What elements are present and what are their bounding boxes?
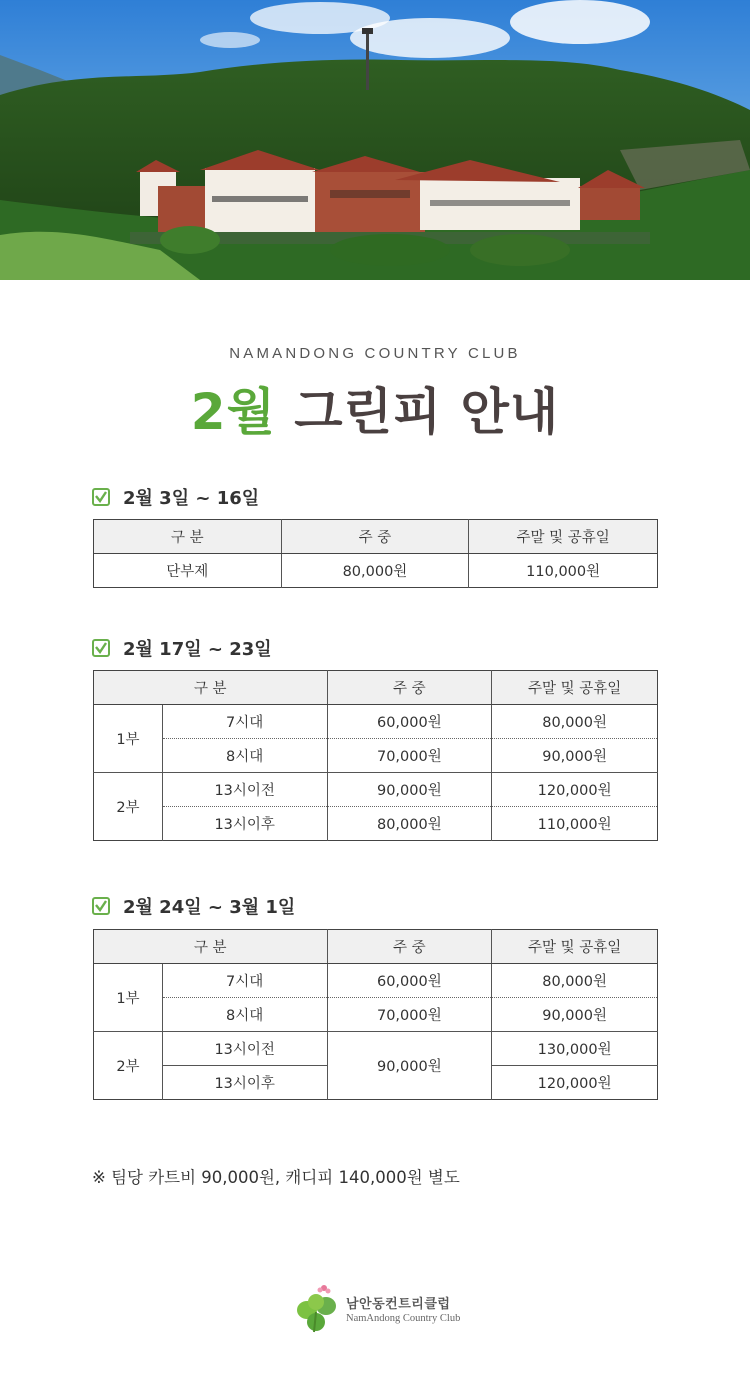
cell-part: 1부 [94,705,163,773]
section-period: 2월 24일 ~ 3월 1일 [123,897,296,918]
logo-name-english: NamAndong Country Club [346,1312,461,1324]
col-header-weekend: 주말 및 공휴일 [492,671,658,705]
cell-time: 13시이후 [162,807,327,841]
col-header-weekday: 주 중 [281,520,469,554]
hero-photo [0,0,750,280]
cell-time: 7시대 [162,705,327,739]
fee-table-3 [93,929,658,1100]
col-header-weekend: 주말 및 공휴일 [469,520,658,554]
section-heading-2 [92,637,272,659]
title-month: 2월 [190,383,276,441]
col-header-category: 구 분 [94,520,282,554]
cell-weekday-fee: 90,000원 [327,1032,492,1100]
cell-time: 8시대 [162,739,327,773]
fee-table-1 [93,519,658,588]
cell-weekend-fee: 120,000원 [492,773,658,807]
cell-weekday-fee: 80,000원 [327,807,492,841]
table-row [94,773,658,807]
logo-name-korean: 남안동컨트리클럽 [346,1296,451,1312]
cell-weekday-fee: 70,000원 [327,739,492,773]
check-icon [92,488,110,506]
table-row [94,705,658,739]
cell-time: 13시이후 [162,1066,327,1100]
cell-weekend-fee: 80,000원 [492,964,658,998]
cell-weekend-fee: 80,000원 [492,705,658,739]
fee-note: ※ 팀당 카트비 90,000원, 캐디피 140,000원 별도 [92,1168,460,1187]
col-header-weekend: 주말 및 공휴일 [492,930,658,964]
cell-category: 단부제 [166,564,209,580]
cell-weekend-fee: 110,000원 [469,554,658,588]
fee-table-2 [93,670,658,841]
table-row [94,964,658,998]
table-row [94,1032,658,1066]
table-header-row [94,671,658,705]
cell-weekend-fee: 110,000원 [492,807,658,841]
section-period: 2월 3일 ~ 16일 [123,488,260,509]
cell-part: 2부 [116,1059,140,1075]
cell-weekday-fee: 80,000원 [281,554,469,588]
cell-weekday-fee: 60,000원 [327,964,492,998]
cell-time: 8시대 [162,998,327,1032]
col-header-category: 구 분 [94,930,328,964]
section-heading-1 [92,486,259,508]
cell-time: 13시이전 [162,773,327,807]
cell-weekend-fee: 120,000원 [492,1066,658,1100]
table-row [94,998,658,1032]
col-header-category: 구 분 [94,671,328,705]
cell-weekend-fee: 130,000원 [492,1032,658,1066]
cell-time: 7시대 [162,964,327,998]
cell-time: 13시이전 [162,1032,327,1066]
section-period: 2월 17일 ~ 23일 [123,639,272,660]
cell-part: 2부 [116,800,140,816]
club-logo [294,1282,460,1334]
title-text: 그린피 안내 [275,383,560,441]
club-subtitle: NAMANDONG COUNTRY CLUB [229,345,521,362]
cell-weekday-fee: 70,000원 [327,998,492,1032]
table-header-row [94,520,658,554]
cell-weekday-fee: 60,000원 [327,705,492,739]
table-row [94,807,658,841]
cell-weekend-fee: 90,000원 [492,739,658,773]
cell-weekday-fee: 90,000원 [327,773,492,807]
table-header-row [94,930,658,964]
section-heading-3 [92,895,295,917]
cell-weekend-fee: 90,000원 [492,998,658,1032]
check-icon [92,897,110,915]
cell-part: 1부 [94,964,163,1032]
col-header-weekday: 주 중 [327,930,492,964]
check-icon [92,639,110,657]
page-title [0,372,750,444]
table-row [94,554,658,588]
col-header-weekday: 주 중 [327,671,492,705]
table-row [94,739,658,773]
clover-logo-icon [294,1282,340,1334]
